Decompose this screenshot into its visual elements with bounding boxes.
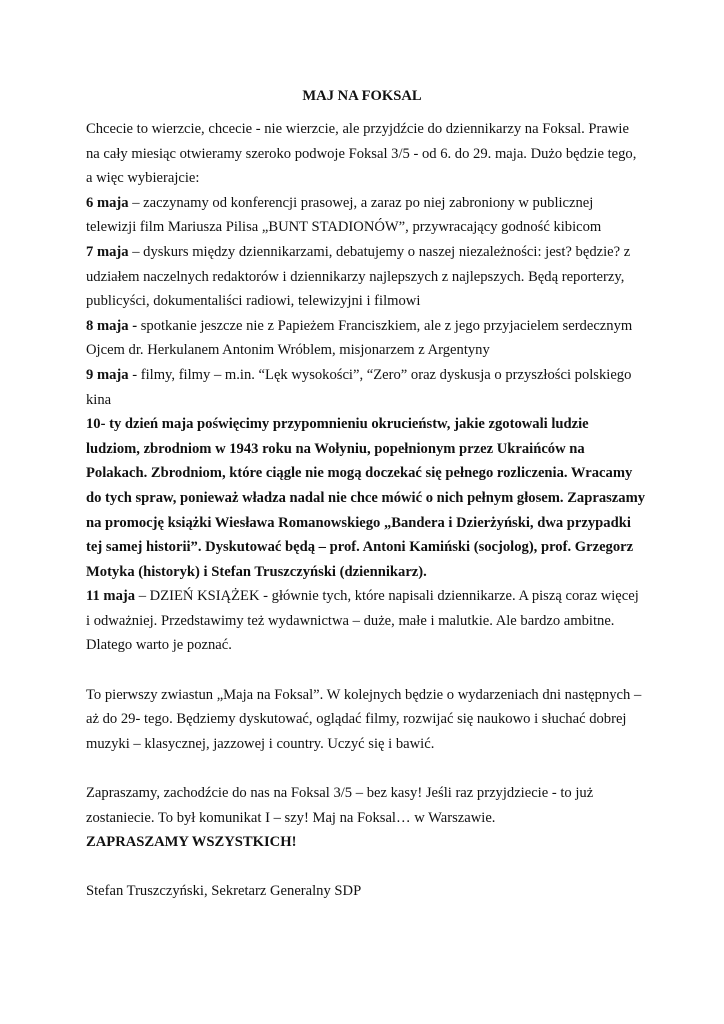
- event-6-may: [86, 191, 646, 240]
- signature: Stefan Truszczyński, Sekretarz Generalny SDP: [86, 883, 362, 900]
- paragraph-gap: [86, 756, 646, 781]
- event-separator: –: [128, 243, 144, 260]
- event-separator: –: [135, 588, 150, 605]
- event-date: 9 maja: [86, 366, 129, 383]
- event-date: 6 maja: [86, 194, 129, 211]
- event-8-may: [86, 314, 646, 363]
- event-text: dyskurs między dziennikarzami, debatujemy o naszej niezależności: jest? będzie? z udziałem naczelnych redaktorów i dziennikarzy najlepszych z najlepszych. Będą reporterzy, publicyści, dokumentaliści radiowi, telewizyjni i filmowi: [86, 243, 631, 310]
- invite-paragraph: Zapraszamy, zachodźcie do nas na Foksal 3/5 – bez kasy! Jeśli raz przyjdziecie - to już zostaniecie. To był komunikat I – szy! Maj na Foksal… w Warszawie.: [86, 785, 594, 826]
- event-text: spotkanie jeszcze nie z Papieżem Franciszkiem, ale z jego przyjacielem serdecznym Ojcem dr. Herkulanem Antonim Wróblem, misjonarzem z Argentyny: [86, 317, 633, 359]
- intro-paragraph: Chcecie to wierzcie, chcecie - nie wierzcie, ale przyjdźcie do dziennikarzy na Foksal. Prawie na cały miesiąc otwieramy szeroko podwoje Foksal 3/5 - od 6. do 29. maja. Dużo będzie tego, a więc wybierajcie:: [86, 121, 637, 187]
- teaser-paragraph: To pierwszy zwiastun „Maja na Foksal”. W kolejnych będzie o wydarzeniach dni następnych – aż do 29- tego. Będziemy dyskutować, oglądać filmy, rozwijać się naukowo i słuchać dobrej muzyki – klasycznej, jazzowej i country. Uczyć się i bawić.: [86, 686, 642, 752]
- event-date: 8 maja -: [86, 317, 138, 334]
- document-body: [86, 117, 646, 904]
- event-text: filmy, filmy – m.in. “Lęk wysokości”, “Zero” oraz dyskusja o przyszłości polskiego kina: [86, 366, 632, 408]
- event-separator: –: [128, 194, 144, 211]
- document-title: MAJ NA FOKSAL: [302, 88, 422, 104]
- paragraph-gap: [86, 855, 646, 880]
- event-11-may: [86, 584, 646, 658]
- event-7-may: [86, 240, 646, 314]
- invite-all-heading: ZAPRASZAMY WSZYSTKICH!: [86, 834, 297, 851]
- event-9-may: [86, 363, 646, 412]
- event-text: zaczynamy od konferencji prasowej, a zaraz po niej zabroniony w publicznej telewizji film Mariusza Pilisa „BUNT STADIONÓW”, przywracający godność kibicom: [86, 194, 602, 236]
- event-text: DZIEŃ KSIĄŻEK - głównie tych, które napisali dziennikarze. A piszą coraz więcej i odważniej. Przedstawimy też wydawnictwa – duże, małe i malutkie. Ale bardzo ambitne. Dlatego warto je poznać.: [86, 588, 639, 654]
- paragraph-gap: [86, 658, 646, 683]
- event-separator: -: [128, 366, 141, 383]
- event-date: 7 maja: [86, 243, 129, 260]
- event-date: 11 maja: [86, 588, 136, 605]
- event-10-may: 10- ty dzień maja poświęcimy przypomnieniu okrucieństw, jakie zgotowali ludzie ludziom, zbrodniom w 1943 roku na Wołyniu, popełnionym przez Ukraińców na Polakach. Zbrodniom, które ciągle nie mogą doczekać się pełnego rozliczenia. Wracamy do tych spraw, ponieważ władza nadal nie chce mówić o nich pełnym głosem. Zapraszamy na promocję książki Wiesława Romanowskiego „Bandera i Dzierżyński, dwa przypadki tej samej historii”. Dyskutować będą – prof. Antoni Kamiński (socjolog), prof. Grzegorz Motyka (historyk) i Stefan Truszczyński (dziennikarz).: [86, 416, 646, 580]
